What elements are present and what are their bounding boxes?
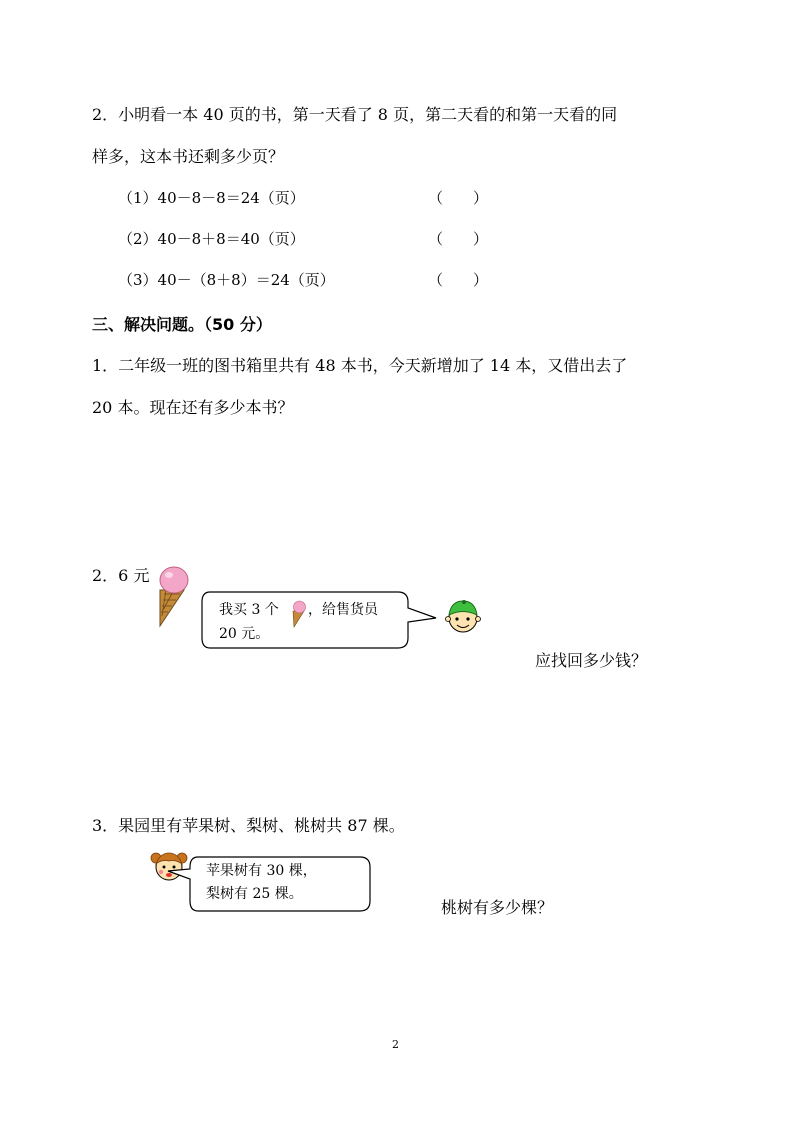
ice-cream-icon <box>154 564 192 628</box>
bubble2-text-line2: 梨树有 25 棵。 <box>206 886 303 902</box>
q2-line1: 2．小明看一本 40 页的书，第一天看了 8 页，第二天看的和第一天看的同 <box>92 105 618 124</box>
q2-option-3-expr: （3）40－（8＋8）＝24（页） <box>118 271 335 289</box>
q2-option-1-blank[interactable]: （ ） <box>428 189 489 207</box>
bubble1-text-part2: ，给售货员 <box>308 602 378 618</box>
p1-line1: 1．二年级一班的图书箱里共有 48 本书，今天新增加了 14 本，又借出去了 <box>92 356 628 375</box>
p3-question: 桃树有多少棵？ <box>441 898 554 917</box>
page-number: 2 <box>392 1038 399 1051</box>
bubble1-text-line2: 20 元。 <box>219 626 270 642</box>
small-ice-cream-icon <box>291 600 307 628</box>
p3-stem: 3．果园里有苹果树、梨树、桃树共 87 棵。 <box>92 816 405 835</box>
bubble2-text-line1: 苹果树有 30 棵， <box>206 863 317 879</box>
bubble1-text-part1: 我买 3 个 <box>219 602 279 618</box>
q2-option-3-blank[interactable]: （ ） <box>428 271 489 289</box>
p1-line2: 20 本。现在还有多少本书？ <box>92 398 294 417</box>
p2-question: 应找回多少钱？ <box>535 651 648 670</box>
q2-option-2-expr: （2）40－8＋8＝40（页） <box>118 230 305 248</box>
q2-option-2-blank[interactable]: （ ） <box>428 230 489 248</box>
p2-price: 2．6 元 <box>92 566 150 585</box>
q2-line2: 样多，这本书还剩多少页？ <box>92 147 285 166</box>
q2-option-1-expr: （1）40－8－8＝24（页） <box>118 189 305 207</box>
boy-face-icon <box>444 598 482 634</box>
section3-title: 三、解决问题。（50 分） <box>92 315 272 334</box>
